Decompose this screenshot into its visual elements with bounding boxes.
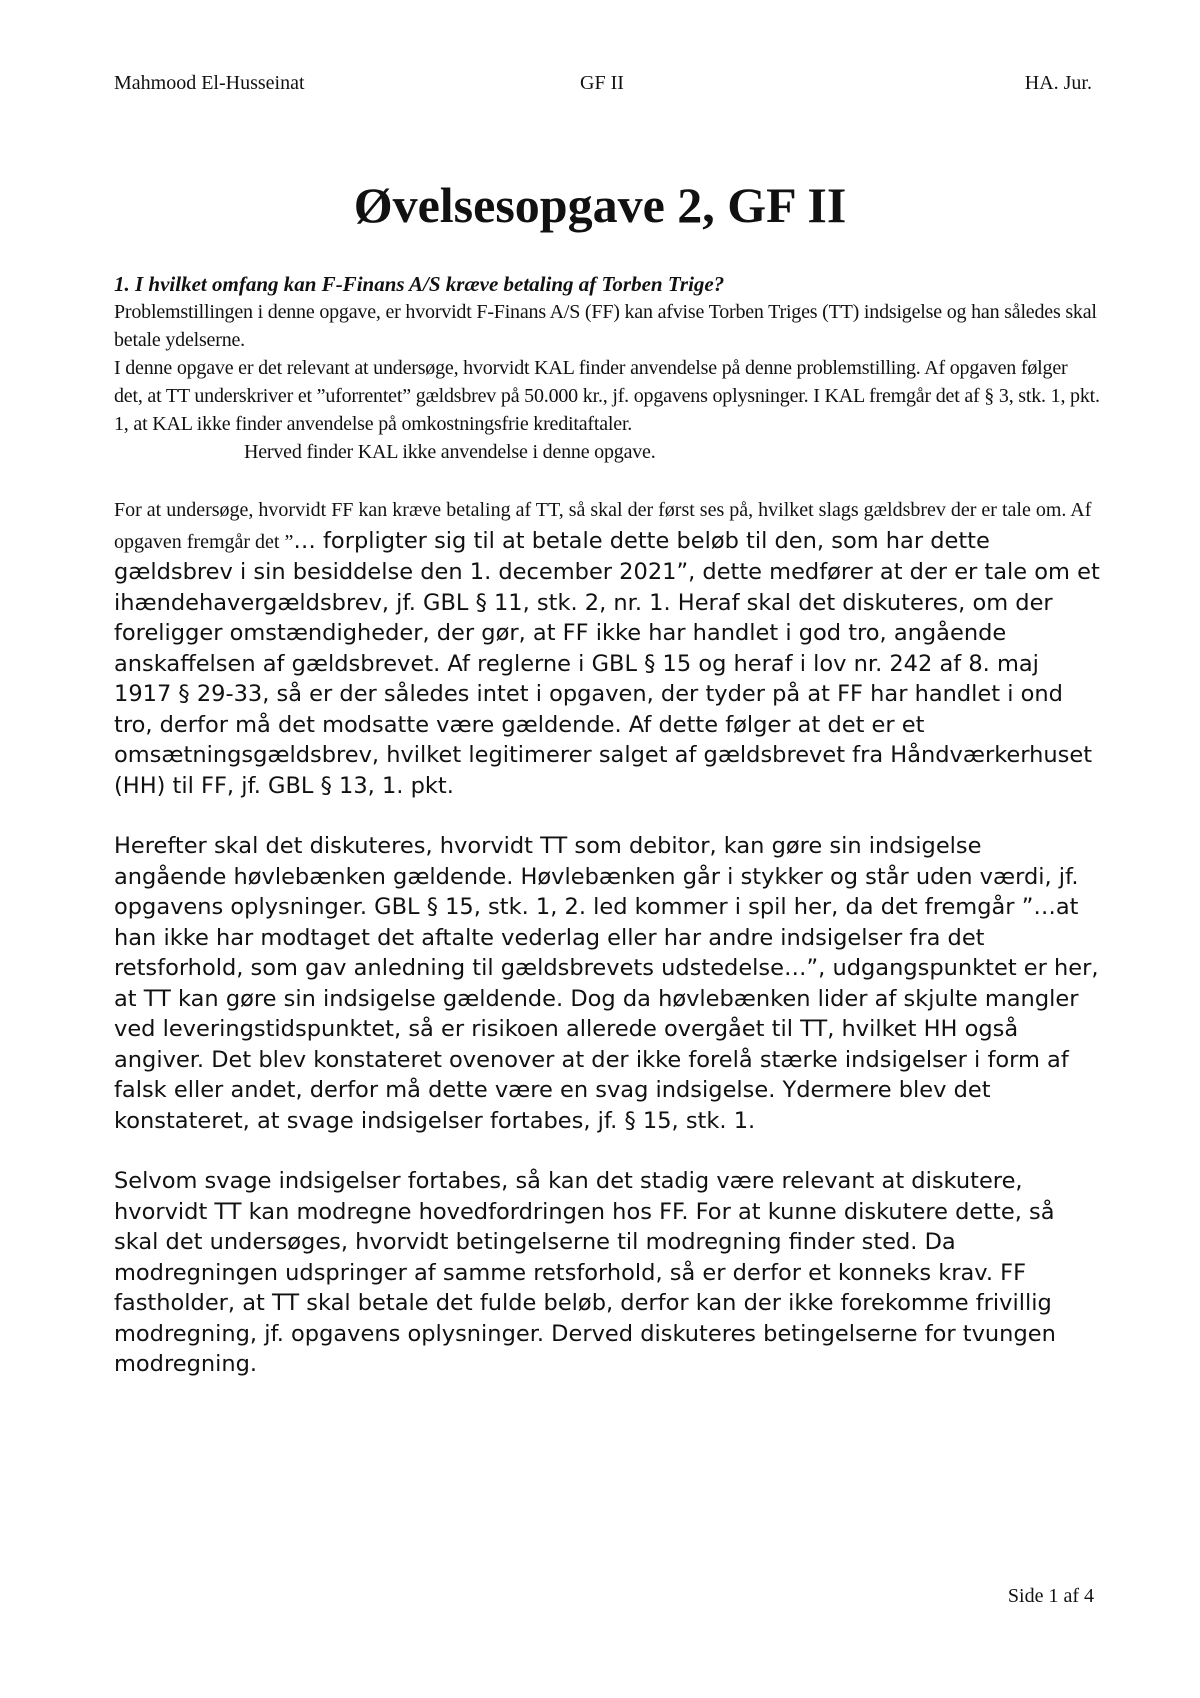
page-number: Side 1 af 4 [1007,1585,1094,1607]
paragraph-kal-conclusion: Herved finder KAL ikke anvendelse i denne opgave. [244,441,656,463]
header-course: GF II [580,72,624,94]
paragraph-gaeldsbrev [114,494,1100,801]
paragraph-gaeldsbrev-serif-run: For at undersøge, hvorvidt FF kan kræve betaling af TT, så skal der først ses på, hvilket slags gældsbrev der er tale om. Af opgaven fremgår det ” [114,499,1092,553]
header-program: HA. Jur. [1024,72,1092,94]
paragraph-kal: I denne opgave er det relevant at undersøge, hvorvidt KAL finder anvendelse på denne problemstilling. Af opgaven følger det, at TT underskriver et ”uforrentet” gældsbrev på 50.000 kr., jf. opgavens oplysninger. I KAL fremgår det af § 3, stk. 1, pkt. 1, at KAL ikke finder anvendelse på omkostningsfrie kreditaftaler. [114,357,1100,435]
document-body [114,270,1100,1380]
page-header [114,72,1092,102]
paragraph-indsigelse: Herefter skal det diskuteres, hvorvidt TT som debitor, kan gøre sin indsigelse angående høvlebænken gældende. Høvlebænken går i stykker og står uden værdi, jf. opgavens oplysninger. GBL § 15, stk. 1, 2. led kommer i spil her, da det fremgår ”…at han ikke har modtaget det aftalte vederlag eller har andre indsigelser fra det retsforhold, som gav anledning til gældsbrevets udstedelse…”, udgangspunktet er her, at TT kan gøre sin indsigelse gældende. Dog da høvlebænken lider af skjulte mangler ved leveringstidspunktet, så er risikoen allerede overgået til TT, hvilket HH også angiver. Det blev konstateret ovenover at der ikke forelå stærke indsigelser i form af falsk eller andet, derfor må dette være en svag indsigelse. Ydermere blev det konstateret, at svage indsigelser fortabes, jf. § 15, stk. 1. [114,833,1099,1134]
section-heading: 1. I hvilket omfang kan F-Finans A/S kræve betaling af Torben Trige? [114,272,725,296]
document-title: Øvelsesopgave 2, GF II [353,177,847,233]
paragraph-gaeldsbrev-sans-run: … forpligter sig til at betale dette beløb til den, som har dette gældsbrev i sin besiddelse den 1. december 2021”, dette medfører at der er tale om et ihændehavergældsbrev, jf. GBL § 11, stk. 2, nr. 1. Heraf skal det diskuteres, om der foreligger omstændigheder, der gør, at FF ikke har handlet i god tro, angående anskaffelsen af gældsbrevet. Af reglerne i GBL § 15 og heraf i lov nr. 242 af 8. maj 1917 § 29-33, så er der således intet i opgaven, der tyder på at FF har handlet i ond tro, derfor må det modsatte være gældende. Af dette følger at det er et omsætningsgældsbrev, hvilket legitimerer salget af gældsbrevet fra Håndværkerhuset (HH) til FF, jf. GBL § 13, 1. pkt. [114,527,1100,799]
paragraph-problem-statement: Problemstillingen i denne opgave, er hvorvidt F-Finans A/S (FF) kan afvise Torben Triges (TT) indsigelse og han således skal betale ydelserne. [114,301,1097,351]
paragraph-modregning: Selvom svage indsigelser fortabes, så kan det stadig være relevant at diskutere, hvorvidt TT kan modregne hovedfordringen hos FF. For at kunne diskutere dette, så skal det undersøges, hvorvidt betingelserne til modregning finder sted. Da modregningen udspringer af samme retsforhold, så er derfor et konneks krav. FF fastholder, at TT skal betale det fulde beløb, derfor kan der ikke forekomme frivillig modregning, jf. opgavens oplysninger. Derved diskuteres betingelserne for tvungen modregning. [114,1168,1056,1377]
header-author: Mahmood El-Husseinat [114,72,305,94]
